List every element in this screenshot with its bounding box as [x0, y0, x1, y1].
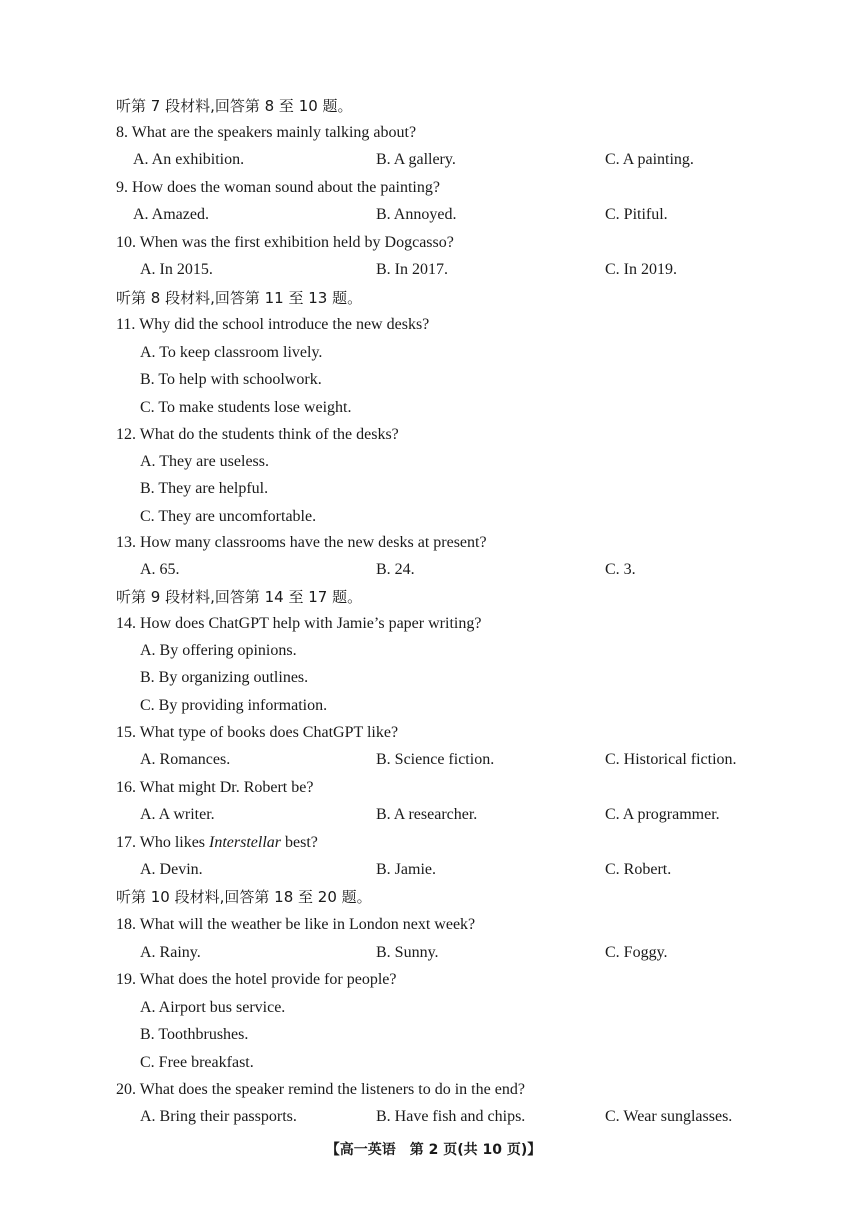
- option-a: A. In 2015.: [140, 261, 213, 278]
- question-stem: 11. Why did the school introduce the new desks?: [116, 316, 430, 333]
- option-b: B. In 2017.: [376, 261, 448, 278]
- option-c: C. Robert.: [605, 861, 672, 878]
- question-stem: 13. How many classrooms have the new desks at present?: [116, 534, 487, 551]
- option-a: A. A writer.: [140, 806, 215, 823]
- option-c: C. Free breakfast.: [140, 1054, 254, 1071]
- option-b: B. Annoyed.: [376, 206, 457, 223]
- section-header: 听第 8 段材料,回答第 11 至 13 题。: [116, 289, 363, 307]
- question-stem: 16. What might Dr. Robert be?: [116, 779, 314, 796]
- section-header: 听第 7 段材料,回答第 8 至 10 题。: [116, 97, 353, 115]
- option-c: C. Historical fiction.: [605, 751, 737, 768]
- question-stem: 9. How does the woman sound about the painting?: [116, 179, 440, 196]
- film-title: Interstellar: [209, 834, 282, 851]
- option-c: C. A painting.: [605, 151, 694, 168]
- option-a: A. By offering opinions.: [140, 642, 297, 659]
- option-c: C. Pitiful.: [605, 206, 668, 223]
- stem-text: 17. Who likes: [116, 834, 210, 851]
- option-b: B. 24.: [376, 561, 415, 578]
- question-stem: 8. What are the speakers mainly talking about?: [116, 124, 417, 141]
- question-stem: 14. How does ChatGPT help with Jamie’s paper writing?: [116, 615, 482, 632]
- option-a: A. Rainy.: [140, 944, 201, 961]
- question-stem: 20. What does the speaker remind the listeners to do in the end?: [116, 1081, 525, 1098]
- stem-text: best?: [281, 834, 318, 851]
- option-a: A. Romances.: [140, 751, 231, 768]
- option-b: B. They are helpful.: [140, 480, 269, 497]
- option-a: A. Airport bus service.: [140, 999, 286, 1016]
- option-a: A. To keep classroom lively.: [140, 344, 323, 361]
- question-stem: 19. What does the hotel provide for people?: [116, 971, 397, 988]
- option-a: A. Devin.: [140, 861, 203, 878]
- option-a: A. Bring their passports.: [140, 1108, 297, 1125]
- section-header: 听第 10 段材料,回答第 18 至 20 题。: [116, 888, 372, 906]
- question-stem: 18. What will the weather be like in London next week?: [116, 916, 476, 933]
- option-c: C. By providing information.: [140, 697, 328, 714]
- option-c: C. To make students lose weight.: [140, 399, 352, 416]
- option-b: B. Sunny.: [376, 944, 439, 961]
- option-a: A. 65.: [140, 561, 180, 578]
- option-b: B. To help with schoolwork.: [140, 371, 322, 388]
- option-c: C. In 2019.: [605, 261, 677, 278]
- option-b: B. A researcher.: [376, 806, 478, 823]
- question-stem: 12. What do the students think of the desks?: [116, 426, 399, 443]
- question-stem: 10. When was the first exhibition held by Dogcasso?: [116, 234, 454, 251]
- option-b: B. Have fish and chips.: [376, 1108, 526, 1125]
- option-a: A. Amazed.: [133, 206, 209, 223]
- option-b: B. By organizing outlines.: [140, 669, 309, 686]
- option-c: C. Foggy.: [605, 944, 668, 961]
- option-b: B. A gallery.: [376, 151, 456, 168]
- option-a: A. They are useless.: [140, 453, 269, 470]
- question-stem: 15. What type of books does ChatGPT like?: [116, 724, 399, 741]
- option-c: C. 3.: [605, 561, 636, 578]
- option-c: C. A programmer.: [605, 806, 720, 823]
- option-b: B. Toothbrushes.: [140, 1026, 249, 1043]
- option-c: C. They are uncomfortable.: [140, 508, 317, 525]
- section-header: 听第 9 段材料,回答第 14 至 17 题。: [116, 588, 363, 606]
- option-b: B. Science fiction.: [376, 751, 495, 768]
- question-stem: [116, 833, 318, 853]
- option-b: B. Jamie.: [376, 861, 436, 878]
- option-c: C. Wear sunglasses.: [605, 1108, 733, 1125]
- page-footer: 【高一英语 第 2 页(共 10 页)】: [325, 1142, 542, 1158]
- option-a: A. An exhibition.: [133, 151, 245, 168]
